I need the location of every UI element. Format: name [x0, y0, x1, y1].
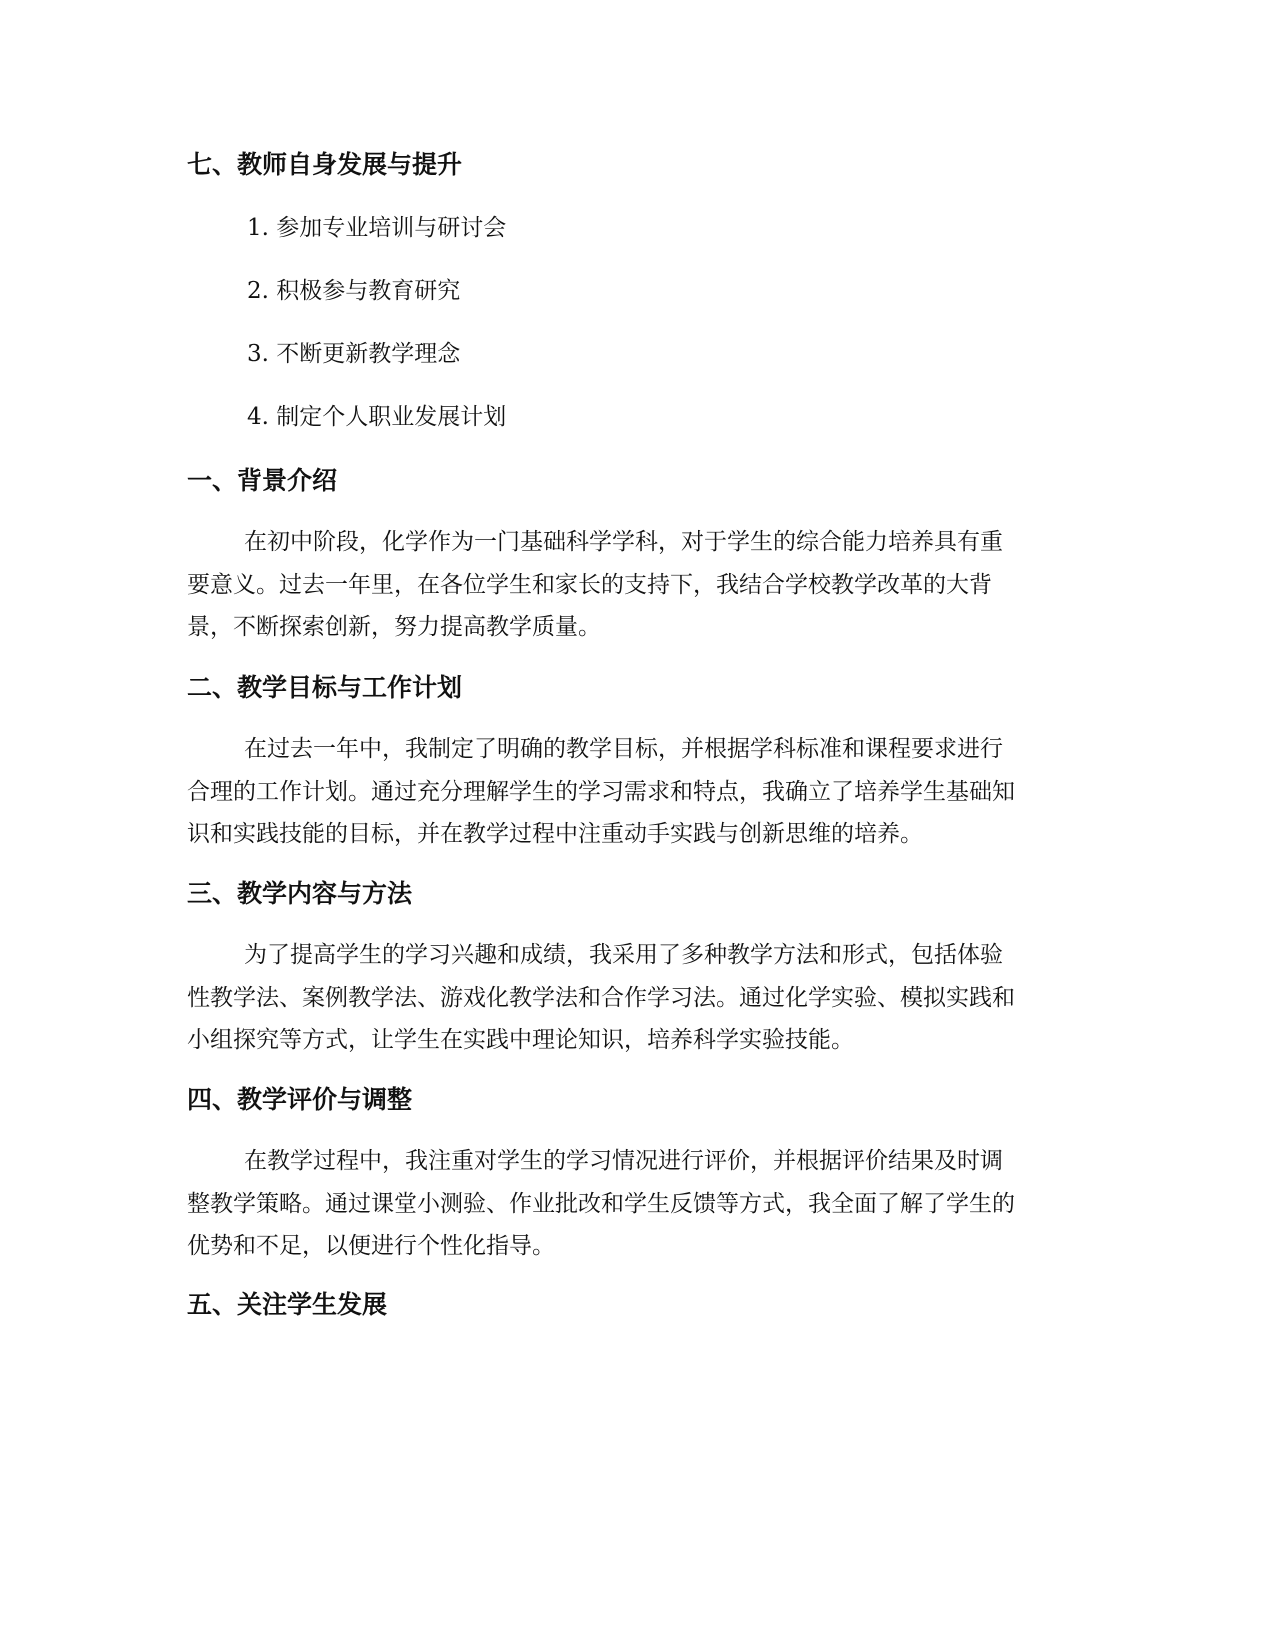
list-item-research: 2. 积极参与教育研究 — [247, 278, 461, 304]
list-item-career-plan: 4. 制定个人职业发展计划 — [247, 404, 507, 430]
list-item-update-philosophy: 3. 不断更新教学理念 — [247, 341, 461, 367]
paragraph-evaluation — [187, 1140, 1087, 1268]
paragraph-goals-plan — [187, 728, 1087, 856]
paragraph-line: 要意义。过去一年里，在各位学生和家长的支持下，我结合学校教学改革的大背 — [187, 571, 992, 598]
section-heading-goals-plan: 二、教学目标与工作计划 — [187, 673, 463, 702]
paragraph-line: 性教学法、案例教学法、游戏化教学法和合作学习法。通过化学实验、模拟实践和 — [187, 984, 1015, 1011]
paragraph-background — [187, 521, 1087, 649]
paragraph-line: 景，不断探索创新，努力提高教学质量。 — [187, 614, 601, 640]
paragraph-line: 识和实践技能的目标，并在教学过程中注重动手实践与创新思维的培养。 — [187, 821, 923, 847]
paragraph-line: 优势和不足，以便进行个性化指导。 — [187, 1233, 555, 1259]
paragraph-line: 小组探究等方式，让学生在实践中理论知识，培养科学实验技能。 — [187, 1027, 854, 1053]
section-heading-student-development: 五、关注学生发展 — [187, 1290, 388, 1319]
section-heading-evaluation: 四、教学评价与调整 — [187, 1085, 413, 1114]
section-heading-teacher-development: 七、教师自身发展与提升 — [187, 150, 463, 179]
paragraph-line: 合理的工作计划。通过充分理解学生的学习需求和特点，我确立了培养学生基础知 — [187, 778, 1015, 805]
paragraph-line: 整教学策略。通过课堂小测验、作业批改和学生反馈等方式，我全面了解了学生的 — [187, 1190, 1015, 1217]
list-item-training: 1. 参加专业培训与研讨会 — [247, 215, 507, 241]
paragraph-content-methods — [187, 934, 1087, 1062]
paragraph-line: 在初中阶段，化学作为一门基础科学学科，对于学生的综合能力培养具有重 — [244, 529, 1003, 555]
section-heading-content-methods: 三、教学内容与方法 — [187, 879, 413, 908]
paragraph-line: 为了提高学生的学习兴趣和成绩，我采用了多种教学方法和形式，包括体验 — [244, 942, 1003, 968]
paragraph-line: 在教学过程中，我注重对学生的学习情况进行评价，并根据评价结果及时调 — [244, 1148, 1003, 1174]
paragraph-line: 在过去一年中，我制定了明确的教学目标，并根据学科标准和课程要求进行 — [244, 736, 1003, 762]
section-heading-background: 一、背景介绍 — [187, 466, 338, 495]
